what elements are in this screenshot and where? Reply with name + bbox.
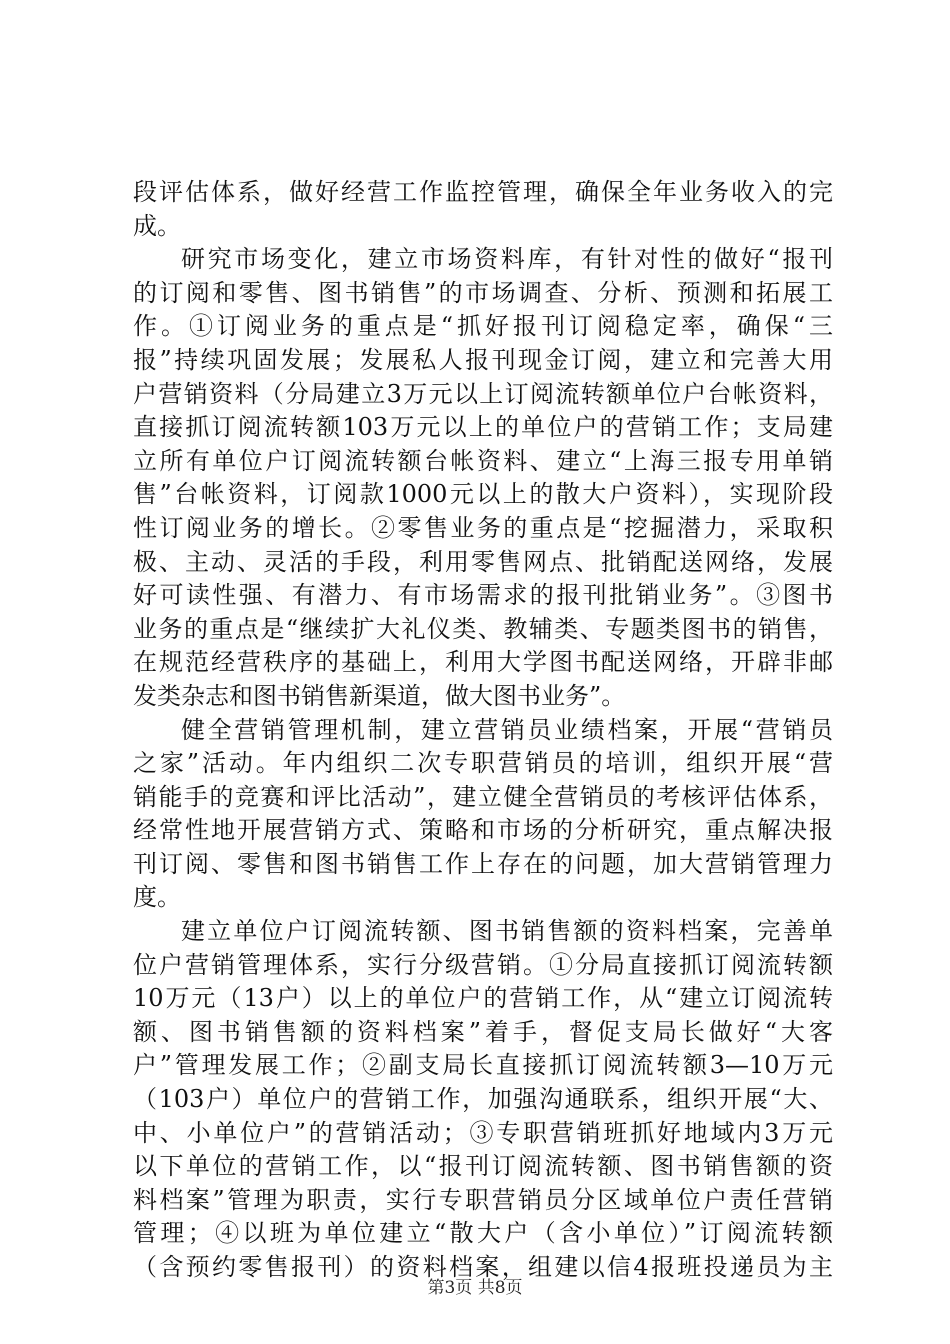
text-line: （103户）单位户的营销工作，加强沟通联系，组织开展“大、 (133, 1085, 833, 1114)
text-line: 10万元（13户）以上的单位户的营销工作，从“建立订阅流转 (133, 984, 833, 1013)
text-line: 段评估体系，做好经营工作监控管理，确保全年业务收入的完 (133, 178, 833, 206)
text-line: 度。 (133, 883, 181, 912)
text-line: 中、小单位户”的营销活动；③专职营销班抓好地域内3万元 (133, 1118, 833, 1147)
text-line: 销能手的竞赛和评比活动”，建立健全营销员的考核评估体系， (133, 782, 833, 811)
text-line: 售”台帐资料，订阅款1000元以上的散大户资料），实现阶段 (133, 480, 833, 509)
text-line: 户”管理发展工作；②副支局长直接抓订阅流转额3—10万元 (133, 1051, 833, 1080)
text-line: 之家”活动。年内组织二次专职营销员的培训，组织开展“营 (133, 749, 833, 778)
text-line: 作。①订阅业务的重点是“抓好报刊订阅稳定率，确保“三 (133, 312, 833, 341)
text-line: 位户营销管理体系，实行分级营销。①分局直接抓订阅流转额 (133, 950, 833, 979)
text-line: 发类杂志和图书销售新渠道，做大图书业务”。 (133, 681, 626, 710)
text-line: 业务的重点是“继续扩大礼仪类、教辅类、专题类图书的销售， (133, 614, 833, 643)
text-line: 刊订阅、零售和图书销售工作上存在的问题，加大营销管理力 (133, 849, 833, 878)
text-line: 极、主动、灵活的手段，利用零售网点、批销配送网络，发展 (133, 547, 833, 576)
text-line: 立所有单位户订阅流转额台帐资料、建立“上海三报专用单销 (133, 446, 833, 475)
text-line: 料档案”管理为职责，实行专职营销员分区域单位户责任营销 (133, 1185, 833, 1214)
text-line: 健全营销管理机制，建立营销员业绩档案，开展“营销员 (181, 715, 833, 744)
text-line: 管理；④以班为单位建立“散大户（含小单位）”订阅流转额 (133, 1219, 833, 1248)
text-line: 经常性地开展营销方式、策略和市场的分析研究，重点解决报 (133, 816, 833, 845)
page-number-footer: 第3页 共8页 (427, 1278, 523, 1298)
text-line: 建立单位户订阅流转额、图书销售额的资料档案，完善单 (181, 917, 833, 946)
text-line: 报”持续巩固发展；发展私人报刊现金订阅，建立和完善大用 (133, 345, 833, 374)
text-line: 户营销资料（分局建立3万元以上订阅流转额单位户台帐资料， (133, 379, 833, 408)
text-line: 性订阅业务的增长。②零售业务的重点是“挖掘潜力，采取积 (133, 513, 833, 542)
text-line: 好可读性强、有潜力、有市场需求的报刊批销业务”。③图书 (133, 581, 833, 610)
document-body (133, 176, 833, 1285)
text-line: 研究市场变化，建立市场资料库，有针对性的做好“报刊 (181, 245, 833, 274)
text-line: （含预约零售报刊）的资料档案，组建以信4报班投递员为主 (133, 1253, 833, 1281)
text-line: 成。 (133, 211, 181, 240)
text-line: 直接抓订阅流转额103万元以上的单位户的营销工作；支局建 (133, 413, 833, 442)
text-line: 以下单位的营销工作，以“报刊订阅流转额、图书销售额的资 (133, 1152, 833, 1181)
text-line: 的订阅和零售、图书销售”的市场调查、分析、预测和拓展工 (133, 278, 833, 307)
text-line: 额、图书销售额的资料档案”着手，督促支局长做好“大客 (133, 1017, 833, 1046)
text-line: 在规范经营秩序的基础上，利用大学图书配送网络，开辟非邮 (133, 648, 833, 677)
